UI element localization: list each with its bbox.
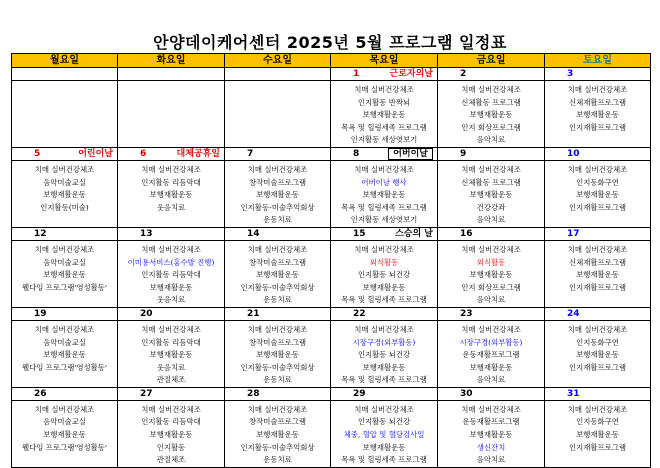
program-item: 음악미술교실	[43, 417, 86, 427]
program-item: 인지재활프로그램	[568, 282, 627, 292]
program-item: 보행재활운동	[256, 430, 299, 440]
program-item: 신체재활프로그램	[568, 257, 627, 267]
day-number: 5	[34, 148, 41, 159]
program-item: 치매 실버건강체조	[34, 164, 95, 174]
day-header	[545, 388, 650, 401]
day-cell	[545, 147, 651, 227]
program-item: 인지재활프로그램	[568, 122, 627, 132]
program-item: 음악치료	[476, 215, 506, 225]
day-cell	[225, 147, 331, 227]
day-number: 2	[460, 69, 467, 79]
program-item: 인지활동 리듬막대	[141, 417, 201, 427]
program-list	[545, 81, 650, 134]
day-cell	[12, 307, 118, 387]
program-item: 보행재활운동	[576, 350, 619, 360]
program-item: 인지활동(미술)	[40, 202, 89, 212]
program-item: 인지동화구연	[576, 337, 619, 347]
program-list	[331, 401, 437, 467]
program-item: 웰다잉 프로그램'영성활동'	[22, 362, 107, 372]
program-list	[225, 401, 330, 467]
program-item: 치매 실버건강체조	[461, 85, 521, 94]
day-cell	[12, 227, 118, 307]
day-cell	[545, 307, 651, 387]
program-item: 보행재활운동	[149, 350, 193, 360]
week-row	[12, 147, 651, 227]
program-list	[225, 241, 330, 307]
day-header	[118, 228, 224, 241]
program-item: 보행재활운동	[469, 430, 513, 440]
program-item: 관절체조	[156, 375, 186, 385]
program-item: 신체활동 프로그램	[461, 177, 521, 187]
day-header	[12, 308, 117, 321]
weekday-header: 화요일	[118, 54, 225, 68]
day-number: 29	[353, 388, 366, 399]
program-list	[438, 241, 544, 307]
program-item: 치매 실버건강체조	[567, 244, 628, 254]
program-item: 음악치료	[476, 375, 506, 385]
program-item: 치매 실버건강체조	[141, 324, 201, 334]
day-cell	[12, 147, 118, 227]
program-item: 인지활동 리듬막대	[141, 177, 201, 187]
program-item: 보행재활운동	[362, 362, 406, 372]
program-item: 보행재활운동	[43, 350, 86, 360]
weekday-header: 금요일	[438, 54, 545, 68]
program-list	[331, 321, 437, 387]
program-item: 인지활동 뇌건강	[357, 417, 411, 427]
program-item: 창작미술프로그램	[248, 177, 307, 187]
program-item: 보행재활운동	[576, 270, 619, 280]
program-item: 웰다잉 프로그램'영성활동'	[22, 442, 107, 452]
program-item: 치매 실버건강체조	[567, 404, 628, 414]
weekday-header-saturday: 토요일	[545, 54, 651, 68]
program-item: 인지재활프로그램	[568, 202, 627, 212]
program-list	[331, 241, 437, 307]
day-number: 9	[460, 148, 467, 159]
day-number: 8	[353, 148, 360, 159]
program-list	[545, 401, 650, 454]
program-item: 운동치료	[263, 375, 292, 385]
day-number: 21	[247, 308, 260, 319]
day-cell	[545, 68, 651, 148]
program-item: 보행재활운동	[362, 190, 406, 200]
program-item: 치매 실버건강체조	[567, 164, 628, 174]
program-list	[225, 161, 330, 227]
program-item: 목욕 및 힐링세족 프로그램	[341, 455, 427, 465]
day-header	[118, 148, 224, 161]
day-cell	[438, 147, 545, 227]
program-item: 인지재활프로그램	[568, 442, 627, 452]
program-list	[545, 321, 650, 374]
program-item: 치매 실버건강체조	[461, 404, 521, 414]
day-cell	[118, 147, 225, 227]
day-number: 31	[567, 388, 580, 399]
weekday-header-row	[12, 54, 651, 68]
day-cell	[331, 68, 438, 148]
program-item: 보행재활운동	[256, 350, 299, 360]
program-item: 목욕 및 힐링세족 프로그램	[341, 295, 427, 305]
program-item: 목욕 및 힐링세족 프로그램	[341, 202, 427, 212]
program-item: 창작미술프로그램	[248, 257, 307, 267]
program-item: 인지활동-미술추억회상	[240, 202, 315, 212]
program-item: 치매 실버건강체조	[34, 324, 95, 334]
week-row	[12, 307, 651, 387]
weekday-header: 월요일	[12, 54, 118, 68]
day-number: 26	[34, 388, 47, 399]
day-number: 23	[460, 308, 473, 319]
program-item: 체중, 혈압 및 혈당검사일	[343, 430, 425, 440]
weekday-header: 목요일	[331, 54, 438, 68]
program-item: 신체활동 프로그램	[461, 97, 521, 107]
program-item: 음악미술교실	[43, 337, 86, 347]
day-note: 대체공휴일	[176, 148, 220, 159]
program-item: 창작미술프로그램	[248, 417, 307, 427]
calendar-table	[11, 53, 651, 468]
program-list	[438, 81, 544, 147]
day-header	[331, 68, 437, 81]
program-item: 보행재활운동	[469, 190, 513, 200]
program-list	[545, 241, 650, 294]
day-header	[438, 308, 544, 321]
program-item: 인지활동 리듬막대	[141, 337, 201, 347]
program-list	[225, 321, 330, 387]
day-number: 24	[567, 308, 580, 319]
program-item: 인지활동 리듬막대	[141, 270, 201, 280]
program-item: 보행재활운동	[149, 282, 193, 292]
day-cell	[225, 68, 331, 148]
program-item: 웃음치료	[156, 202, 186, 212]
program-item: 치매 실버건강체조	[141, 244, 201, 254]
program-item: 치매 실버건강체조	[567, 85, 628, 94]
day-number: 3	[567, 69, 574, 79]
program-list	[545, 161, 650, 214]
week-row	[12, 387, 651, 467]
day-number: 6	[140, 148, 147, 159]
day-cell	[545, 387, 651, 467]
day-cell	[331, 147, 438, 227]
day-cell	[12, 387, 118, 467]
program-item: 치매 실버건강체조	[354, 85, 414, 94]
program-item: 보행재활운동	[362, 282, 406, 292]
program-item: 운동재활프로그램	[462, 417, 520, 427]
day-number: 12	[34, 228, 47, 239]
day-number: 19	[34, 308, 47, 319]
day-cell	[225, 307, 331, 387]
program-item: 인지재활프로그램	[568, 362, 627, 372]
program-item: 운동치료	[263, 455, 292, 465]
program-item: 치매 실버건강체조	[354, 404, 414, 414]
day-number: 28	[247, 388, 260, 399]
day-header	[438, 388, 544, 401]
program-item: 운동재활프로그램	[462, 350, 520, 360]
day-number: 1	[353, 69, 360, 79]
program-item: 인지활동 뇌건강	[357, 270, 411, 280]
program-item: 치매 실버건강체조	[34, 404, 95, 414]
weekday-header: 수요일	[225, 54, 331, 68]
program-item: 인지활동 세상엿보기	[350, 135, 418, 145]
program-item: 인지활동 세상엿보기	[350, 215, 418, 225]
day-note: 근로자의날	[389, 69, 433, 79]
day-number: 20	[140, 308, 153, 319]
day-header	[12, 228, 117, 241]
day-note: 어린이날	[78, 148, 113, 159]
program-item: 치매 실버건강체조	[247, 324, 308, 334]
day-header	[545, 308, 650, 321]
day-number: 27	[140, 388, 153, 399]
program-list	[12, 81, 117, 84]
program-item: 인지활동-미술추억회상	[240, 442, 315, 452]
program-item: 치매 실버건강체조	[34, 244, 95, 254]
day-header	[438, 68, 544, 81]
program-item: 보행재활운동	[576, 190, 619, 200]
program-list	[118, 241, 224, 307]
program-item: 관절체조	[156, 455, 186, 465]
program-item: 보행재활운동	[576, 110, 619, 120]
day-header	[545, 148, 650, 161]
day-note: 어버이날	[388, 148, 433, 160]
day-header	[331, 148, 437, 161]
day-number: 17	[567, 228, 580, 239]
program-item: 신체재활프로그램	[568, 97, 627, 107]
program-item: 인지활동 뇌건강	[357, 350, 411, 360]
program-item: 보행재활운동	[469, 270, 513, 280]
day-cell	[545, 227, 651, 307]
day-header	[438, 228, 544, 241]
day-cell	[118, 307, 225, 387]
program-item: 목욕 및 힐링세족 프로그램	[341, 375, 427, 385]
program-item: 치매 실버건강체조	[461, 164, 521, 174]
program-list	[118, 161, 224, 214]
day-cell	[118, 227, 225, 307]
day-header	[331, 388, 437, 401]
page-title: 안양데이케어센터 2025년 5월 프로그램 일정표	[153, 33, 507, 52]
program-list	[118, 81, 224, 84]
day-number: 13	[140, 228, 153, 239]
day-number: 16	[460, 228, 473, 239]
program-list	[438, 321, 544, 387]
program-list	[331, 81, 437, 147]
day-header	[331, 308, 437, 321]
program-item: 웰다잉 프로그램'영성활동'	[22, 282, 107, 292]
day-number: 22	[353, 308, 366, 319]
program-item: 치매 실버건강체조	[354, 324, 414, 334]
day-cell	[225, 387, 331, 467]
program-item: 보행재활운동	[149, 190, 193, 200]
program-item: 치매 실버건강체조	[247, 404, 308, 414]
program-item: 음악치료	[476, 455, 506, 465]
program-item: 인지 회상프로그램	[461, 282, 521, 292]
program-list	[118, 401, 224, 467]
day-header	[545, 228, 650, 241]
program-item: 음악치료	[476, 135, 506, 145]
program-item: 어버이날 행사	[361, 177, 407, 187]
program-item: 치매 실버건강체조	[567, 324, 628, 334]
day-cell	[438, 68, 545, 148]
day-header	[225, 68, 330, 81]
program-item: 인지동화구연	[576, 177, 619, 187]
program-item: 인지 회상프로그램	[461, 122, 521, 132]
program-item: 인지활동-미술추억회상	[240, 362, 315, 372]
program-item: 보행재활운동	[362, 110, 406, 120]
program-item: 생신잔치	[476, 442, 506, 452]
program-list	[12, 161, 117, 214]
program-item: 음악미술교실	[43, 257, 86, 267]
program-item: 보행재활운동	[43, 190, 86, 200]
program-item: 치매 실버건강체조	[461, 244, 521, 254]
program-item: 치매 실버건강체조	[354, 164, 414, 174]
day-number: 14	[247, 228, 260, 239]
day-header	[12, 388, 117, 401]
day-number: 15	[353, 228, 366, 239]
program-item: 건강강좌	[476, 202, 506, 212]
program-item: 음악치료	[476, 295, 506, 305]
program-item: 치매 실버건강체조	[354, 244, 414, 254]
program-item: 운동치료	[263, 295, 292, 305]
program-list	[438, 401, 544, 467]
program-list	[12, 241, 117, 294]
day-header	[225, 228, 330, 241]
day-cell	[331, 227, 438, 307]
program-item: 시장구경(외부활동)	[352, 337, 416, 347]
program-item: 웃음치료	[156, 295, 186, 305]
program-item: 보행재활운동	[469, 110, 513, 120]
program-list	[118, 321, 224, 387]
program-item: 창작미술프로그램	[248, 337, 307, 347]
day-number: 10	[567, 148, 580, 159]
program-item: 보행재활운동	[256, 270, 299, 280]
day-header	[225, 388, 330, 401]
day-cell	[118, 68, 225, 148]
program-list	[12, 401, 117, 454]
program-item: 치매 실버건강체조	[247, 164, 308, 174]
program-item: 치매 실버건강체조	[461, 324, 521, 334]
day-number: 7	[247, 148, 254, 159]
day-header	[118, 388, 224, 401]
day-note: 스승의 날	[395, 228, 433, 239]
day-header	[118, 68, 224, 81]
program-list	[12, 321, 117, 374]
day-header	[331, 228, 437, 241]
program-item: 시장구경(외부활동)	[459, 337, 523, 347]
program-item: 웃음치료	[156, 362, 186, 372]
day-cell	[438, 227, 545, 307]
program-item: 보행재활운동	[256, 190, 299, 200]
program-item: 치매 실버건강체조	[141, 404, 201, 414]
program-item: 외식활동	[369, 257, 399, 267]
day-cell	[331, 307, 438, 387]
program-item: 운동치료	[263, 215, 292, 225]
day-header	[225, 308, 330, 321]
program-item: 보행재활운동	[149, 430, 193, 440]
day-cell	[438, 387, 545, 467]
program-item: 보행재활운동	[576, 430, 619, 440]
calendar-body	[12, 68, 651, 468]
week-row	[12, 227, 651, 307]
program-item: 인지활동 반짝뇌	[357, 97, 411, 107]
program-item: 외식활동	[476, 257, 506, 267]
program-list	[331, 161, 437, 227]
day-cell	[331, 387, 438, 467]
program-item: 치매 실버건강체조	[141, 164, 201, 174]
program-item: 음악미술교실	[43, 177, 86, 187]
day-number: 30	[460, 388, 473, 399]
program-item: 보행재활운동	[43, 430, 86, 440]
day-header	[225, 148, 330, 161]
program-item: 목욕 및 힐링세족 프로그램	[341, 122, 427, 132]
day-cell	[225, 227, 331, 307]
day-cell	[12, 68, 118, 148]
day-header	[118, 308, 224, 321]
week-row	[12, 68, 651, 148]
day-cell	[438, 307, 545, 387]
day-cell	[118, 387, 225, 467]
program-list	[438, 161, 544, 227]
program-item: 보행재활운동	[469, 362, 513, 372]
program-item: 보행재활운동	[362, 442, 406, 452]
program-item: 치매 실버건강체조	[247, 244, 308, 254]
program-item: 인지활동-미술추억회상	[240, 282, 315, 292]
program-list	[225, 81, 330, 84]
day-header	[12, 68, 117, 81]
day-header	[438, 148, 544, 161]
program-item: 이미용서비스(홍수발 진행)	[127, 257, 215, 267]
day-header	[12, 148, 117, 161]
program-item: 인지동화구연	[576, 417, 619, 427]
program-item: 인지활동	[156, 442, 186, 452]
day-header	[545, 68, 650, 81]
program-item: 보행재활운동	[43, 270, 86, 280]
